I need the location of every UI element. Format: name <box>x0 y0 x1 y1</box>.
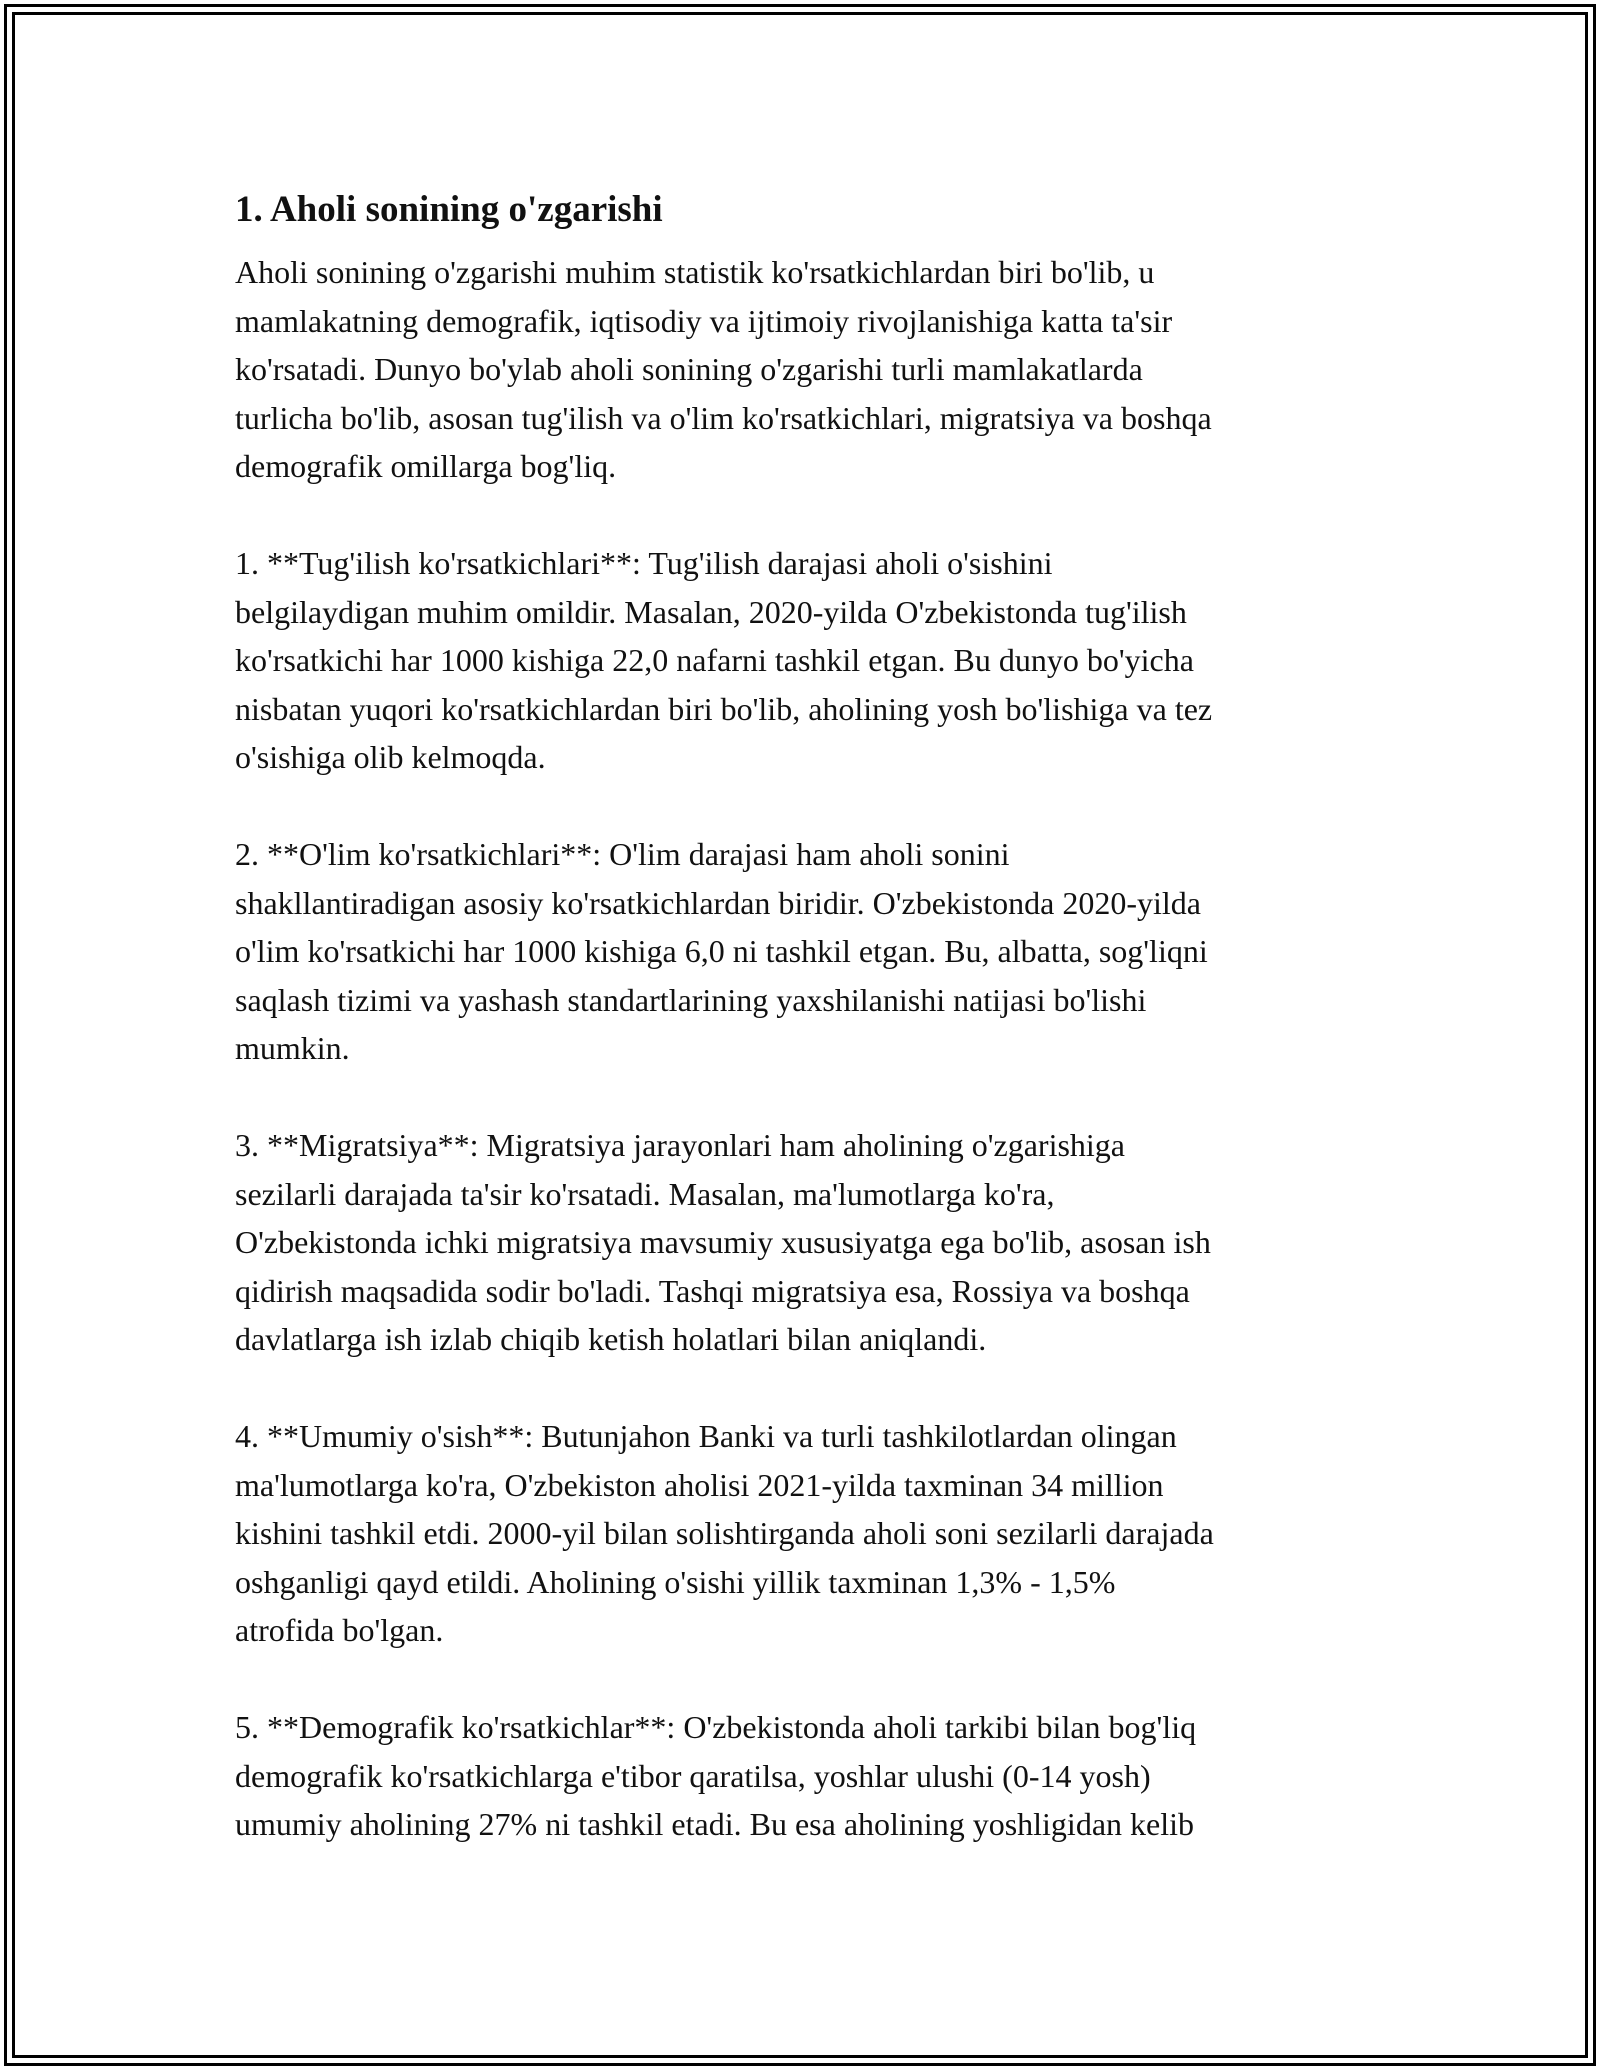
paragraph-overall-growth: 4. **Umumiy o'sish**: Butunjahon Banki va turli tashkilotlardan olingan ma'lumotlarga ko'ra, O'zbekiston aholisi 2021-yilda taxminan 34 million kishini tashkil etdi. 2000-yil bilan solishtirganda aholi soni sezilarli darajada oshganligi qayd etildi. Aholining o'sishi yillik taxminan 1,3% - 1,5% atrofida bo'lgan. <box>235 1418 1214 1648</box>
paragraph-death-rate: 2. **O'lim ko'rsatkichlari**: O'lim darajasi ham aholi sonini shakllantiradigan asosiy ko'rsatkichlardan biridir. O'zbekistonda 2020-yilda o'lim ko'rsatkichi har 1000 kishiga 6,0 ni tashkil etgan. Bu, albatta, sog'liqni saqlash tizimi va yashash standartlarining yaxshilanishi natijasi bo'lishi mumkin. <box>235 836 1208 1066</box>
paragraph-birth-rate: 1. **Tug'ilish ko'rsatkichlari**: Tug'ilish darajasi aholi o'sishini belgilaydigan muhim omildir. Masalan, 2020-yilda O'zbekistonda tug'ilish ko'rsatkichi har 1000 kishiga 22,0 nafarni tashkil etgan. Bu dunyo bo'yicha nisbatan yuqori ko'rsatkichlardan biri bo'lib, aholining yosh bo'lishiga va tez o'sishiga olib kelmoqda. <box>235 545 1213 775</box>
section-heading: 1. Aholi sonining o'zgarishi <box>235 189 663 230</box>
document-body <box>235 186 1375 1849</box>
intro-paragraph: Aholi sonining o'zgarishi muhim statistik ko'rsatkichlardan biri bo'lib, u mamlakatning demografik, iqtisodiy va ijtimoiy rivojlanishiga katta ta'sir ko'rsatadi. Dunyo bo'ylab aholi sonining o'zgarishi turli mamlakatlarda turlicha bo'lib, asosan tug'ilish va o'lim ko'rsatkichlari, migratsiya va boshqa demografik omillarga bog'liq. <box>235 254 1212 484</box>
paragraph-migration: 3. **Migratsiya**: Migratsiya jarayonlari ham aholining o'zgarishiga sezilarli darajada ta'sir ko'rsatadi. Masalan, ma'lumotlarga ko'ra, O'zbekistonda ichki migratsiya mavsumiy xususiyatga ega bo'lib, asosan ish qidirish maqsadida sodir bo'ladi. Tashqi migratsiya esa, Rossiya va boshqa davlatlarga ish izlab chiqib ketish holatlari bilan aniqlandi. <box>235 1127 1211 1357</box>
paragraph-demographics: 5. **Demografik ko'rsatkichlar**: O'zbekistonda aholi tarkibi bilan bog'liq demografik ko'rsatkichlarga e'tibor qaratilsa, yoshlar ulushi (0-14 yosh) umumiy aholining 27% ni tashkil etadi. Bu esa aholining yoshligidan kelib <box>235 1709 1197 1842</box>
